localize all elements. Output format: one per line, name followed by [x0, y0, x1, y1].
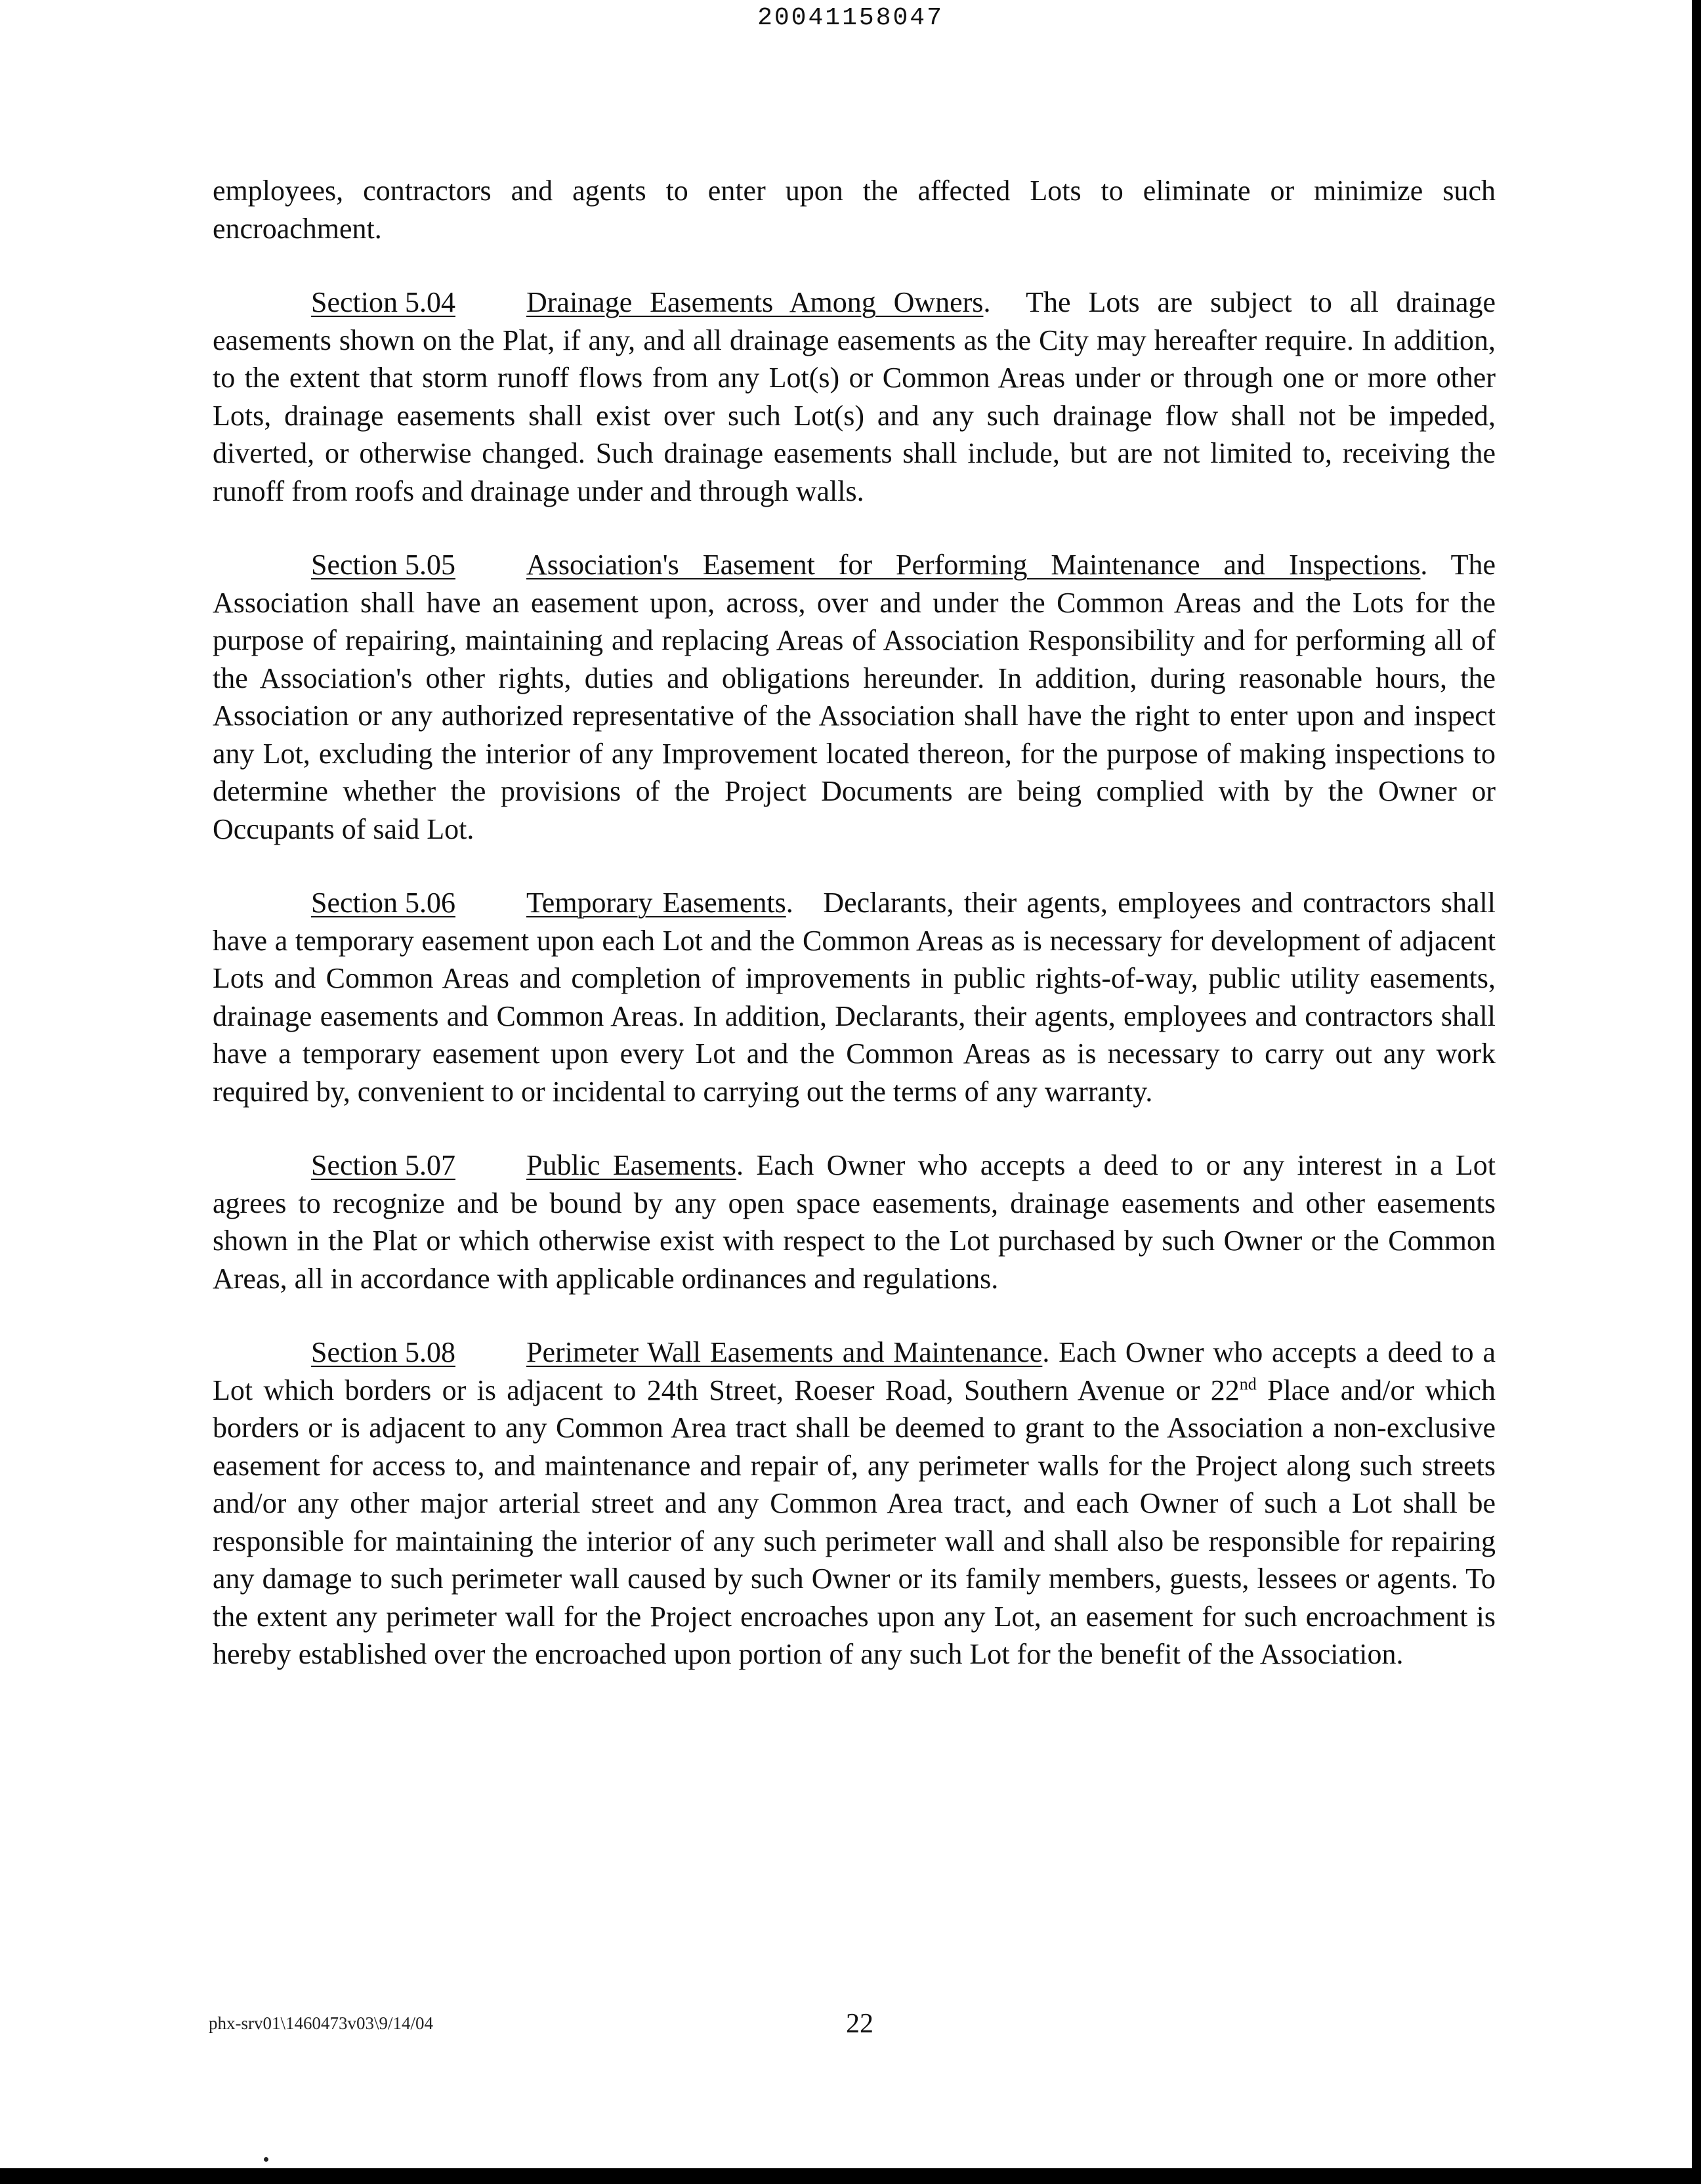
- continuation-paragraph: employees, contractors and agents to enter upon the affected Lots to eliminate or minimize such encroachment.: [213, 175, 1496, 245]
- section-5-06: Section 5.06 Temporary Easements. Declarants, their agents, employees and contractors shall have a temporary easement upon each Lot and the Common Areas as is necessary for development of adjacent Lots and Common Areas and completion of improvements in public rights-of-way, public utility easements, drainage easements and Common Areas. In addition, Declarants, their agents, employees and contractors shall have a temporary easement upon every Lot and the Common Areas as is necessary to carry out any work required by, convenient to or incidental to carrying out the terms of any warranty.: [213, 884, 1496, 1110]
- section-5-05: Section 5.05 Association's Easement for Performing Maintenance and Inspections. The Association shall have an easement upon, across, over and under the Common Areas and the Lots for the purpose of repairing, maintaining and replacing Areas of Association Responsibility and for performing all of the Association's other rights, duties and obligations hereunder. In addition, during reasonable hours, the Association or any authorized representative of the Association shall have the right to enter upon and inspect any Lot, excluding the interior of any Improvement located thereon, for the purpose of making inspections to determine whether the provisions of the Project Documents are being complied with by the Owner or Occupants of said Lot.: [213, 546, 1496, 848]
- section-5-08: Section 5.08 Perimeter Wall Easements and Maintenance. Each Owner who accepts a deed to a Lot which borders or is adjacent to 24th Street, Roeser Road, Southern Avenue or 22nd Place and/or which borders or is adjacent to any Common Area tract shall be deemed to grant to the Association a non-exclusive easement for access to, and maintenance and repair of, any perimeter walls for the Project along such streets and/or any other major arterial street and any Common Area tract, and each Owner of such a Lot shall be responsible for maintaining the interior of any such perimeter wall and shall also be responsible for repairing any damage to such perimeter wall caused by such Owner or its family members, guests, lessees or agents. To the extent any perimeter wall for the Project encroaches upon any Lot, an easement for such encroachment is hereby established over the encroached upon portion of any such Lot for the benefit of the Association.: [213, 1334, 1496, 1673]
- section-5-07-text: Each Owner who accepts a deed to or any interest in a Lot agrees to recognize and be bound by any open space easements, drainage easements and other easements shown in the Plat or which otherwise exist with respect to the Lot purchased by such Owner or the Common Areas, all in accordance with applicable ordinances and regulations.: [213, 1149, 1496, 1295]
- section-5-08-text-end: Place and/or which borders or is adjacent to any Common Area tract shall be deemed to grant to the Association a non-exclusive easement for access to, and maintenance and repair of, any perimeter walls for the Project along such streets and/or any other major arterial street and any Common Area tract, and each Owner of such a Lot shall be responsible for maintaining the interior of any such perimeter wall and shall also be responsible for repairing any damage to such perimeter wall caused by such Owner or its family members, guests, lessees or agents. To the extent any perimeter wall for the Project encroaches upon any Lot, an easement for such encroachment is hereby established over the encroached upon portion of any such Lot for the benefit of the Association.: [213, 1374, 1496, 1670]
- section-5-06-title: Temporary Easements: [526, 887, 786, 919]
- section-5-07-title: Public Easements: [526, 1149, 736, 1181]
- section-5-04-title: Drainage Easements Among Owners: [526, 286, 984, 318]
- section-5-08-text-start: Each Owner who accepts a deed to a Lot which borders or is adjacent to 24th Street, Roeser Road, Southern Avenue or 22: [213, 1336, 1496, 1406]
- section-5-05-title: Association's Easement for Performing Maintenance and Inspections: [526, 549, 1421, 581]
- section-5-05-label: Section 5.05: [311, 549, 455, 581]
- document-body: [213, 172, 1496, 1710]
- section-5-05-text: The Association shall have an easement upon, across, over and under the Common Areas and the Lots for the purpose of repairing, maintaining and replacing Areas of Association Responsibility and for performing all of the Association's other rights, duties and obligations hereunder. In addition, during reasonable hours, the Association or any authorized representative of the Association shall have the right to enter upon and inspect any Lot, excluding the interior of any Improvement located thereon, for the purpose of making inspections to determine whether the provisions of the Project Documents are being complied with by the Owner or Occupants of said Lot.: [213, 549, 1496, 845]
- document-number: 20041158047: [757, 4, 944, 32]
- section-5-08-label: Section 5.08: [311, 1336, 455, 1368]
- scan-dot: [264, 2157, 268, 2162]
- section-5-06-label: Section 5.06: [311, 887, 455, 919]
- section-5-04: Section 5.04 Drainage Easements Among Owners. The Lots are subject to all drainage easements shown on the Plat, if any, and all drainage easements as the City may hereafter require. In addition, to the extent that storm runoff flows from any Lot(s) or Common Areas under or through one or more other Lots, drainage easements shall exist over such Lot(s) and any such drainage flow shall not be impeded, diverted, or otherwise changed. Such drainage easements shall include, but are not limited to, receiving the runoff from roofs and drainage under and through walls.: [213, 284, 1496, 510]
- section-5-08-title: Perimeter Wall Easements and Maintenance: [526, 1336, 1043, 1368]
- ordinal-suffix: nd: [1239, 1374, 1257, 1393]
- section-5-04-label: Section 5.04: [311, 286, 455, 318]
- section-5-06-text: Declarants, their agents, employees and contractors shall have a temporary easement upon each Lot and the Common Areas as is necessary for development of adjacent Lots and Common Areas and completion of improvements in public rights-of-way, public utility easements, drainage easements and Common Areas. In addition, Declarants, their agents, employees and contractors shall have a temporary easement upon every Lot and the Common Areas as is necessary to carry out any work required by, convenient to or incidental to carrying out the terms of any warranty.: [213, 887, 1496, 1108]
- page-number: 22: [846, 2009, 873, 2039]
- section-5-04-text: The Lots are subject to all drainage easements shown on the Plat, if any, and all drainage easements as the City may hereafter require. In addition, to the extent that storm runoff flows from any Lot(s) or Common Areas under or through one or more other Lots, drainage easements shall exist over such Lot(s) and any such drainage flow shall not be impeded, diverted, or otherwise changed. Such drainage easements shall include, but are not limited to, receiving the runoff from roofs and drainage under and through walls.: [213, 286, 1496, 507]
- footer-file-id: phx-srv01\1460473v03\9/14/04: [209, 2013, 433, 2033]
- section-5-07-label: Section 5.07: [311, 1149, 455, 1181]
- section-5-07: Section 5.07 Public Easements. Each Owner who accepts a deed to or any interest in a Lot agrees to recognize and be bound by any open space easements, drainage easements and other easements shown in the Plat or which otherwise exist with respect to the Lot purchased by such Owner or the Common Areas, all in accordance with applicable ordinances and regulations.: [213, 1146, 1496, 1297]
